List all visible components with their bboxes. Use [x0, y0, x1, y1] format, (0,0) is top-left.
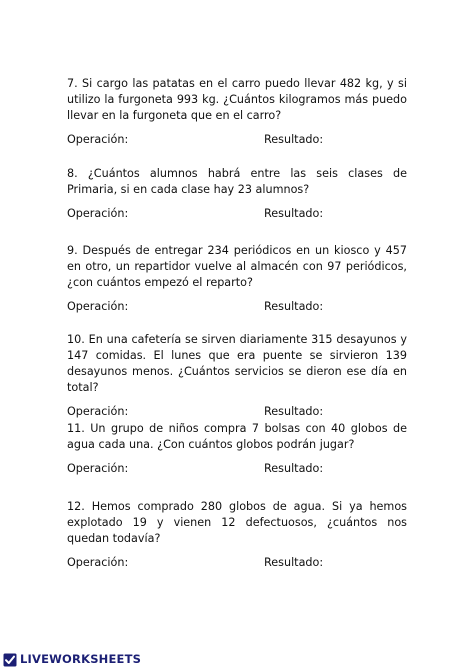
result-label: Resultado:: [264, 405, 324, 418]
answer-row: [67, 132, 407, 148]
operation-label: Operación:: [67, 300, 129, 313]
problem-9: [67, 243, 407, 315]
answer-row: [67, 206, 407, 222]
operation-label: Operación:: [67, 207, 129, 220]
result-label: Resultado:: [264, 133, 324, 146]
problem-question: 11. Un grupo de niños compra 7 bolsas con 40 globos de agua cada una. ¿Con cuántos globos podrán jugar?: [67, 422, 407, 451]
problem-10: [67, 332, 407, 420]
operation-label: Operación:: [67, 133, 129, 146]
problem-7: [67, 76, 407, 148]
problem-11: [67, 421, 407, 477]
operation-label: Operación:: [67, 556, 129, 569]
answer-row: [67, 299, 407, 315]
answer-row: [67, 404, 407, 420]
answer-row: [67, 461, 407, 477]
result-label: Resultado:: [264, 207, 324, 220]
problem-8: [67, 166, 407, 222]
problem-question: 8. ¿Cuántos alumnos habrá entre las seis clases de Primaria, si en cada clase hay 23 alumnos?: [67, 167, 407, 196]
brand-name: LIVEWORKSHEETS: [20, 652, 142, 666]
answer-row: [67, 555, 407, 571]
result-label: Resultado:: [264, 462, 324, 475]
operation-label: Operación:: [67, 405, 129, 418]
problem-question: 10. En una cafetería se sirven diariamente 315 desayunos y 147 comidas. El lunes que era puente se sirvieron 139 desayunos menos. ¿Cuántos servicios se dieron ese día en total?: [67, 333, 407, 394]
problem-question: 7. Si cargo las patatas en el carro puedo llevar 482 kg, y si utilizo la furgoneta 993 kg. ¿Cuántos kilogramos más puedo llevar en la furgoneta que en el carro?: [67, 77, 407, 122]
problem-question: 12. Hemos comprado 280 globos de agua. Si ya hemos explotado 19 y vienen 12 defectuosos, ¿cuántos nos quedan todavía?: [67, 500, 407, 545]
operation-label: Operación:: [67, 462, 129, 475]
result-label: Resultado:: [264, 556, 324, 569]
result-label: Resultado:: [264, 300, 324, 313]
problem-question: 9. Después de entregar 234 periódicos en un kiosco y 457 en otro, un repartidor vuelve al almacén con 97 periódicos, ¿con cuántos empezó el reparto?: [67, 244, 407, 289]
problem-12: [67, 499, 407, 571]
liveworksheets-footer[interactable]: [3, 651, 141, 667]
liveworksheets-logo-icon: [3, 652, 17, 666]
